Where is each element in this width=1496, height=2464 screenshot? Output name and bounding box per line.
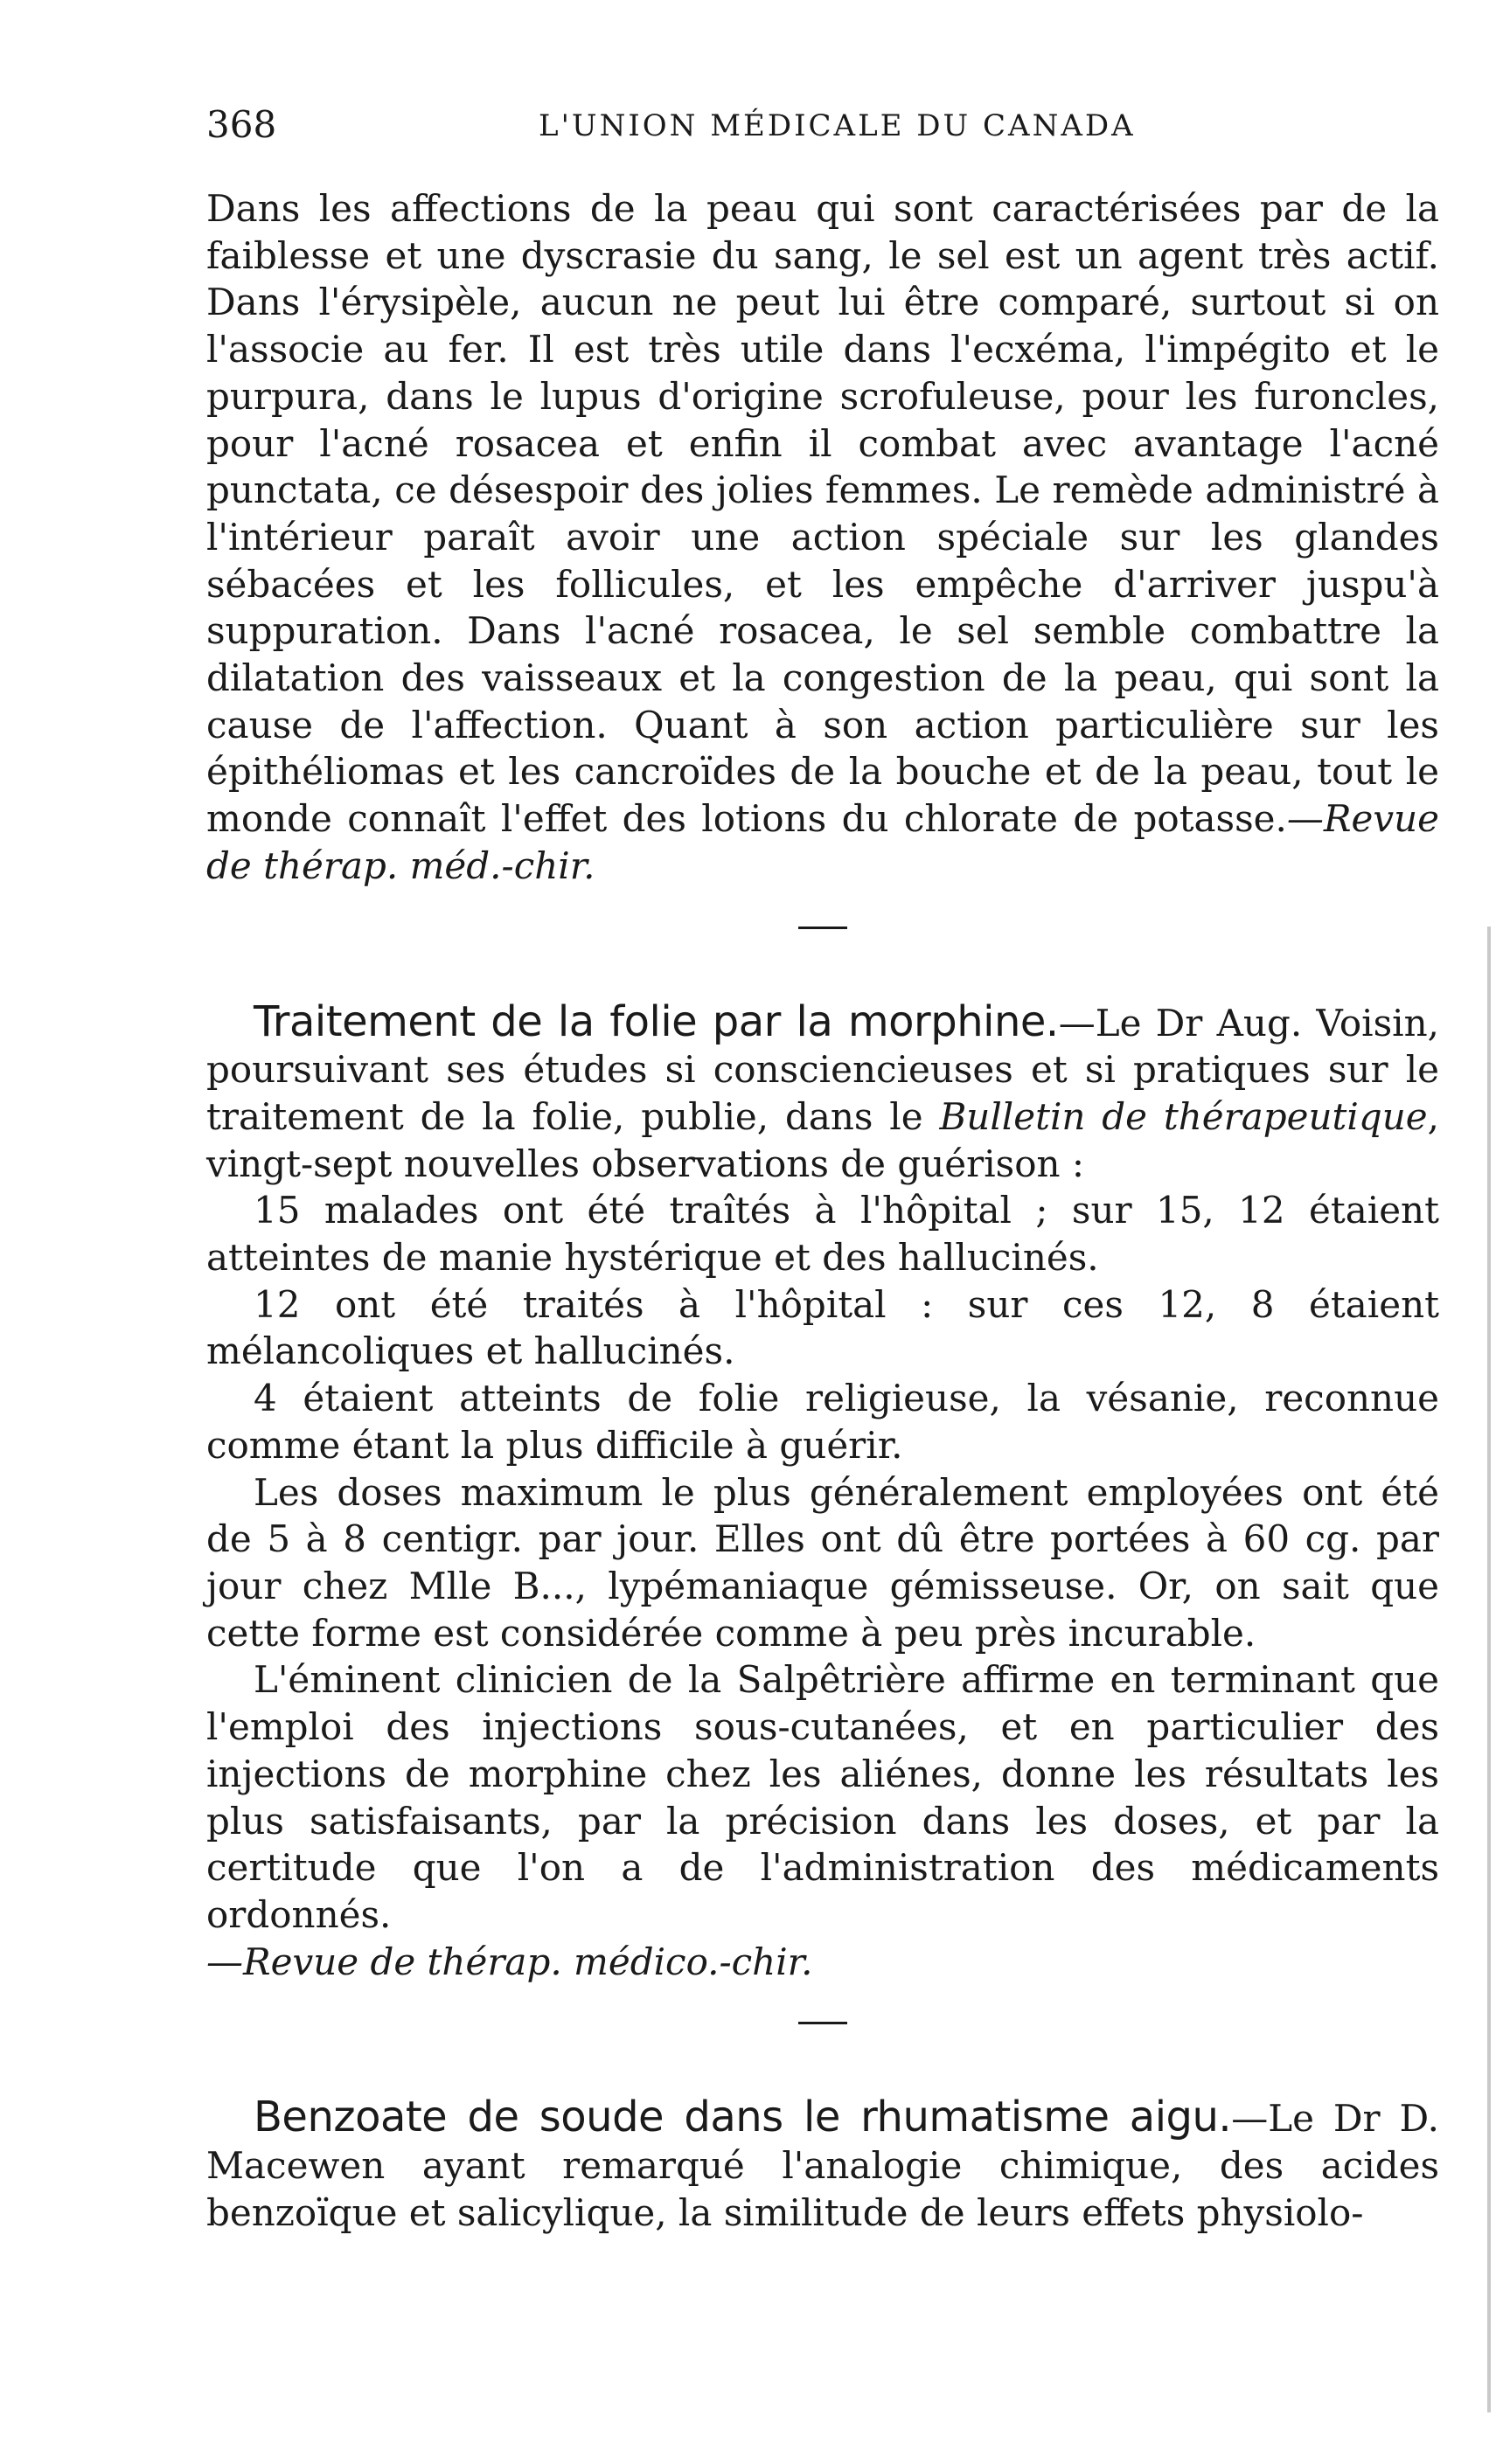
article-2-paragraph: Les doses maximum le plus généralement employées ont été de 5 à 8 centigr. par jour. Elles ont dû être portées à 60 cg. par jour chez Mlle B..., lypémaniaque gémisseuse. Or, on sait que cette forme est considérée comme à peu près incurable. — [206, 1470, 1439, 1655]
article-2-paragraph: 4 étaient atteints de folie religieuse, la vésanie, reconnue comme étant la plus difficile à guérir. — [206, 1377, 1439, 1467]
article-3-body: —Le Dr D. Macewen ayant remarqué l'analogie chimique, des acides benzoïque et salicylique, la similitude de leurs effets physiolo- — [206, 2097, 1439, 2234]
article-2-intro — [206, 996, 1439, 1188]
section-divider — [798, 927, 847, 929]
section-divider — [798, 2022, 847, 2024]
article-1-source: —Revue de thérap. méd.-chir. — [206, 797, 1439, 887]
article-1-text — [206, 185, 1439, 890]
article-3-text — [206, 2094, 1439, 2236]
article-2-intro-a: —Le Dr Aug. Voisin, poursuivant ses études si consciencieuses et si pratiques sur le traitement de la folie, publie, dans le — [206, 1001, 1439, 1138]
article-2-paragraph: 12 ont été traités à l'hôpital : sur ces 12, 8 étaient mélancoliques et hallucinés. — [206, 1282, 1439, 1373]
article-1-body: Dans les affections de la peau qui sont caractérisées par de la faiblesse et une dyscrasie du sang, le sel est un agent très actif. Dans l'érysipèle, aucun ne peut lui être comparé, surtout si on l'associe au fer. Il est très utile dans l'ecxéma, l'impégito et le purpura, dans le lupus d'origine scrofuleuse, pour les furoncles, pour l'acné rosacea et enfin il combat avec avantage l'acné punctata, ce désespoir des jolies femmes. Le remède administré à l'intérieur paraît avoir une action spéciale sur les glandes sébacées et les follicules, et les empêche d'arriver juspu'à suppuration. Dans l'acné rosacea, le sel semble combattre la dilatation des vaisseaux et la congestion de la peau, qui sont la cause de l'affection. Quant à son action particulière sur les épithéliomas et les cancroïdes de la bouche et de la peau, tout le monde connaît l'effet des lotions du chlorate de potasse. — [206, 187, 1439, 841]
article-2-journal: Bulletin de thérapeutique — [939, 1094, 1428, 1138]
article-2-paragraph: 15 malades ont été traîtés à l'hôpital ; sur 15, 12 étaient atteintes de manie hystérique et des hallucinés. — [206, 1189, 1439, 1280]
page-edge-shadow — [1487, 927, 1491, 2412]
page-number: 368 — [206, 103, 277, 146]
article-2-paragraph: L'éminent clinicien de la Salpêtrière affirme en terminant que l'emploi des injections sous-cutanées, et en particulier des injections de morphine chez les aliénes, donne les résultats les plus satisfaisants, par la précision dans les doses, et par la certitude que l'on a de l'administration des médicaments ordonnés. — [206, 1658, 1439, 1936]
page-header — [206, 103, 1430, 156]
article-2-intro-b: , vingt-sept nouvelles observations de guérison : — [206, 1094, 1439, 1185]
article-2-source: —Revue de thérap. médico.-chir. — [206, 1940, 813, 1983]
article-2-title: Traitement de la folie par la morphine. — [254, 996, 1059, 1046]
page-body — [206, 185, 1439, 2236]
article-3-title: Benzoate de soude dans le rhumatisme aigu. — [254, 2093, 1232, 2142]
article-2-source-line — [206, 1939, 1439, 1986]
running-head: L'UNION MÉDICALE DU CANADA — [539, 108, 1136, 143]
